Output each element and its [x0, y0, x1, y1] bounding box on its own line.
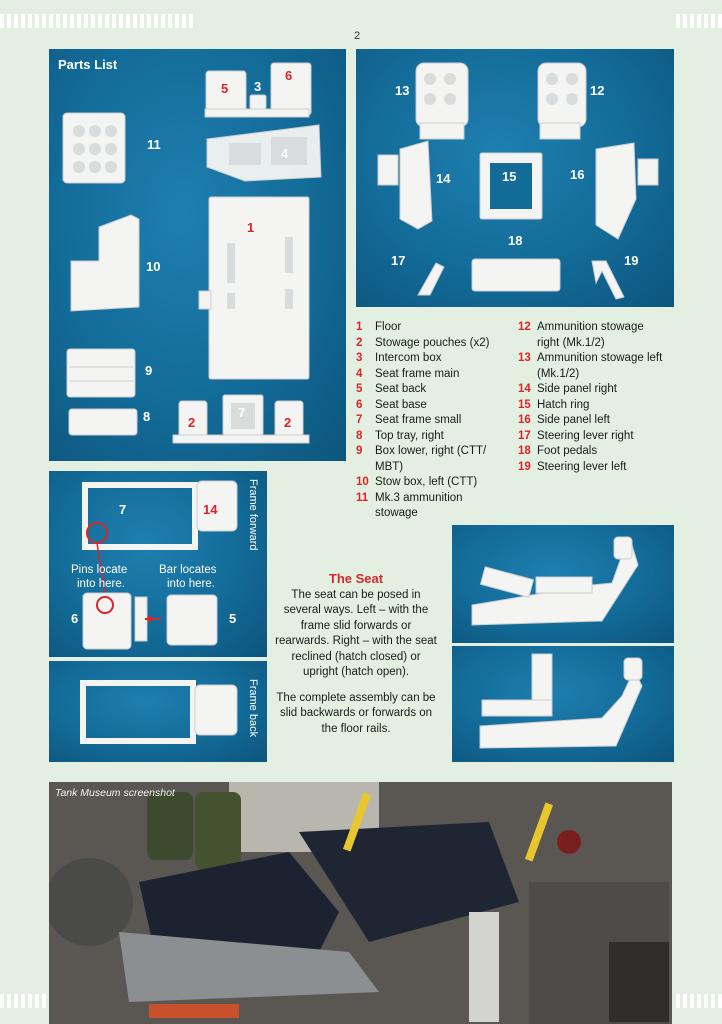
part-14-shape [400, 141, 432, 229]
parts-list-photo [49, 49, 346, 461]
seat-section-title: The Seat [328, 571, 384, 586]
legend-item: 2 Stowage pouches (x2) [356, 336, 490, 349]
legend-item: 12 Ammunition stowage right (Mk.1/2) [518, 321, 644, 349]
part-16-shape [596, 143, 636, 239]
seat-section-para2: The complete assembly can be slid backwards or forwards on the floor rails. [276, 691, 436, 735]
seat-section [274, 571, 438, 737]
parts-illustration [49, 49, 346, 461]
frame-forward-illustration [49, 471, 267, 657]
legend-item: 19 Steering lever left [518, 460, 627, 473]
frame-7-shape [85, 485, 195, 547]
frame-label-14: 14 [203, 502, 218, 517]
part-label-2-right: 2 [284, 415, 292, 430]
part-label-10: 10 [146, 259, 161, 274]
tank-interior-illustration [49, 782, 672, 1024]
legend-item: 16 Side panel left [518, 414, 610, 426]
frame-back-photo [49, 661, 267, 762]
part-12-shape [538, 63, 586, 139]
part-13-shape [416, 63, 468, 139]
parts-legend-left [356, 320, 516, 522]
legend-item: 11 Mk.3 ammunition stowage [356, 491, 463, 519]
part-11-shape [63, 113, 125, 183]
frame-back-label: Frame back [247, 679, 259, 738]
seat-back-5-shape [167, 595, 217, 645]
small-parts-illustration [356, 49, 674, 307]
small-parts-photo [356, 49, 674, 307]
legend-item: 6 Seat base [356, 398, 427, 411]
part-label-3: 3 [254, 79, 262, 94]
seat-upright-photo [452, 646, 674, 762]
part-label-9: 9 [145, 363, 153, 378]
part-label-1: 1 [247, 220, 255, 235]
legend-item: 15 Hatch ring [518, 398, 590, 411]
seat-reclined-illustration [452, 525, 674, 643]
pins-note-line1: Pins locate [71, 564, 128, 576]
part-9-shape [67, 349, 135, 397]
tank-interior-photo [49, 782, 672, 1024]
small-part-label-16: 16 [570, 167, 585, 182]
legend-item: 14 Side panel right [518, 383, 617, 395]
seat-base-6-shape [83, 593, 131, 649]
frame-label-5: 5 [229, 611, 237, 626]
seat-section-para1: The seat can be posed in several ways. Left – with the frame slid forwards or rearwards. Right – with the seat reclined (hatch closed) or upright (hatch open). [275, 588, 437, 678]
frame-label-7: 7 [119, 502, 127, 517]
part-label-4: 4 [281, 146, 289, 161]
edge-mark-bottom-right [676, 994, 722, 1008]
bar-note-line2: into here. [167, 578, 215, 590]
part-label-8: 8 [143, 409, 151, 424]
frame-back-illustration [49, 661, 267, 762]
parts-legend-right [518, 320, 678, 475]
page-number: 2 [354, 30, 361, 42]
part-19-shape [592, 261, 624, 299]
legend-item: 7 Seat frame small [356, 414, 462, 426]
frame-forward-photo [49, 471, 267, 657]
part-label-2-left: 2 [188, 415, 196, 430]
photo-credit: Tank Museum screenshot [55, 787, 175, 799]
small-part-label-13: 13 [395, 83, 410, 98]
legend-item: 13 Ammunition stowage left (Mk.1/2) [518, 352, 663, 380]
part-1-shape [209, 197, 309, 379]
small-part-label-19: 19 [624, 253, 639, 268]
frame-forward-label: Frame forward [247, 479, 259, 551]
legend-item: 10 Stow box, left (CTT) [356, 476, 478, 488]
legend-item: 17 Steering lever right [518, 429, 634, 442]
pins-note-line2: into here. [77, 578, 125, 590]
seat-reclined-photo [452, 525, 674, 643]
part-label-5: 5 [221, 81, 229, 96]
small-part-label-14: 14 [436, 171, 451, 186]
part-label-11: 11 [147, 137, 161, 152]
part-label-6: 6 [285, 68, 293, 83]
legend-item: 9 Box lower, right (CTT/ MBT) [356, 445, 487, 473]
part-8-shape [69, 409, 137, 435]
legend-item: 4 Seat frame main [356, 367, 460, 380]
part-3-shape [250, 95, 266, 109]
small-part-label-15: 15 [502, 169, 517, 184]
frame-label-6: 6 [71, 611, 79, 626]
part-18-shape [472, 259, 560, 291]
legend-item: 1 Floor [356, 321, 402, 333]
legend-item: 8 Top tray, right [356, 429, 444, 442]
edge-mark-top-right [676, 14, 722, 28]
small-part-label-17: 17 [391, 253, 406, 268]
edge-mark-bottom-left [0, 994, 46, 1008]
edge-mark-top-left [0, 14, 196, 28]
part-label-7: 7 [238, 405, 246, 420]
parts-list-title: Parts List [58, 57, 118, 72]
part-10-shape [71, 215, 139, 311]
part-17-shape [418, 263, 444, 295]
small-part-label-18: 18 [508, 233, 523, 248]
legend-item: 5 Seat back [356, 383, 427, 395]
bar-note-line1: Bar locates [159, 564, 217, 576]
legend-item: 3 Intercom box [356, 352, 442, 364]
seat-upright-illustration [452, 646, 674, 762]
legend-item: 18 Foot pedals [518, 445, 598, 457]
small-part-label-12: 12 [590, 83, 605, 98]
